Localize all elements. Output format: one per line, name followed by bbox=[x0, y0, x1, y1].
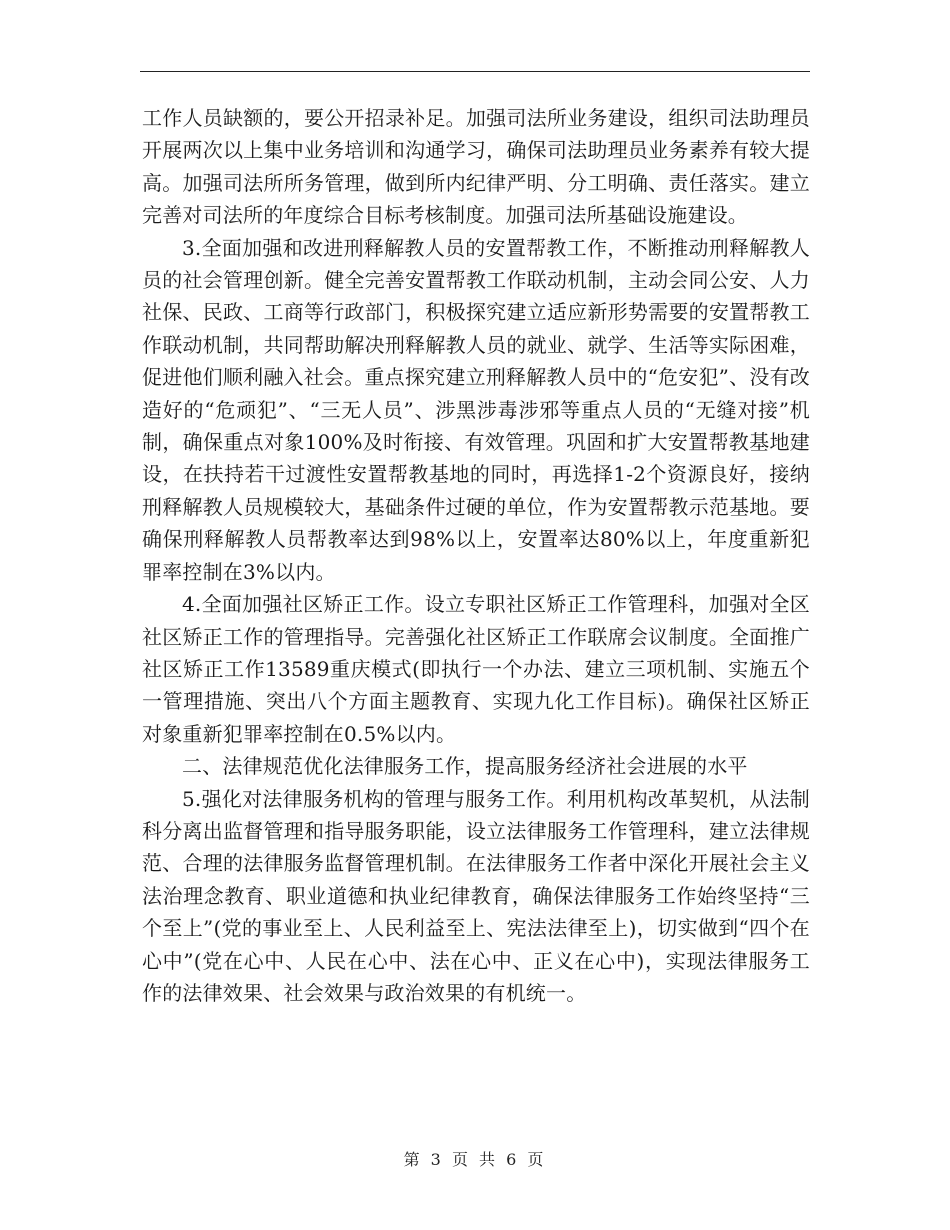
header-rule bbox=[140, 71, 810, 72]
paragraph-item-5: 5.强化对法律服务机构的管理与服务工作。利用机构改革契机，从法制科分离出监督管理和指导服务职能，设立法律服务工作管理科，建立法律规范、合理的法律服务监督管理机制。在法律服务工作者中深化开展社会主义法治理念教育、职业道德和执业纪律教育，确保法律服务工作始终坚持“三个至上”(党的事业至上、人民利益至上、宪法法律至上)，切实做到“四个在心中”(党在心中、人民在心中、法在心中、正义在心中)，实现法律服务工作的法律效果、社会效果与政治效果的有机统一。 bbox=[142, 786, 810, 1005]
page-number-footer: 第 3 页 共 6 页 bbox=[403, 1150, 547, 1169]
paragraph-item-4: 4.全面加强社区矫正工作。设立专职社区矫正工作管理科，加强对全区社区矫正工作的管理指导。完善强化社区矫正工作联席会议制度。全面推广社区矫正工作13589重庆模式(即执行一个办法、建立三项机制、实施五个一管理措施、突出八个方面主题教育、实现九化工作目标)。确保社区矫正对象重新犯罪率控制在0.5%以内。 bbox=[142, 592, 810, 746]
section-heading-2: 二、法律规范优化法律服务工作，提高服务经济社会进展的水平 bbox=[182, 754, 748, 779]
paragraph-item-3: 3.全面加强和改进刑释解教人员的安置帮教工作，不断推动刑释解教人员的社会管理创新。健全完善安置帮教工作联动机制，主动会同公安、人力社保、民政、工商等行政部门，积极探究建立适应新形势需要的安置帮教工作联动机制，共同帮助解决刑释解教人员的就业、就学、生活等实际困难，促进他们顺利融入社会。重点探究建立刑释解教人员中的“危安犯”、没有改造好的“危顽犯”、“三无人员”、涉黑涉毒涉邪等重点人员的“无缝对接”机制，确保重点对象100%及时衔接、有效管理。巩固和扩大安置帮教基地建设，在扶持若干过渡性安置帮教基地的同时，再选择1-2个资源良好，接纳刑释解教人员规模较大，基础条件过硬的单位，作为安置帮教示范基地。要确保刑释解教人员帮教率达到98%以上，安置率达80%以上，年度重新犯罪率控制在3%以内。 bbox=[142, 235, 810, 584]
paragraph-continuation: 工作人员缺额的，要公开招录补足。加强司法所业务建设，组织司法助理员开展两次以上集中业务培训和沟通学习，确保司法助理员业务素养有较大提高。加强司法所所务管理，做到所内纪律严明、分工明确、责任落实。建立完善对司法所的年度综合目标考核制度。加强司法所基础设施建设。 bbox=[142, 106, 810, 228]
document-body bbox=[142, 102, 810, 1009]
